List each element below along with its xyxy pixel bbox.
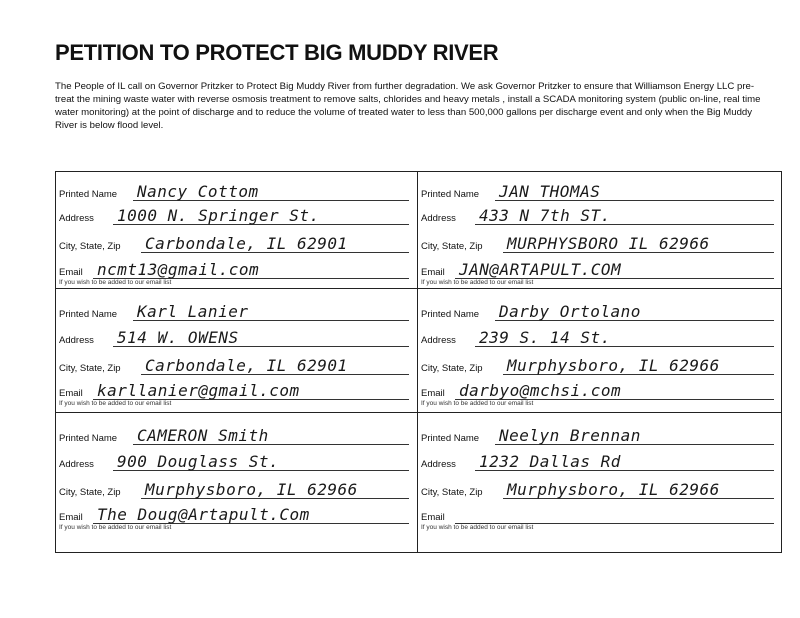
signature-entry [55, 171, 417, 287]
address-row [421, 325, 774, 349]
email-list-note: If you wish to be added to our email list [421, 524, 534, 531]
address-label: Address [421, 213, 456, 224]
city-row [59, 231, 409, 255]
email-row [59, 502, 409, 526]
email-list-note: If you wish to be added to our email list [59, 524, 172, 531]
city-label: City, State, Zip [421, 363, 483, 374]
address-label: Address [421, 459, 456, 470]
signer-address: 239 S. 14 St. [479, 328, 611, 347]
email-label: Email [421, 267, 445, 278]
signature-entry [55, 411, 417, 553]
signature-entry [417, 411, 782, 553]
signer-name: Karl Lanier [137, 302, 249, 321]
page-title: PETITION TO PROTECT BIG MUDDY RIVER [55, 40, 499, 65]
name-row [421, 299, 774, 323]
signer-city: Murphysboro, IL 62966 [507, 480, 720, 499]
signer-email: The Doug@Artapult.Com [97, 505, 310, 524]
signer-city: Murphysboro, IL 62966 [145, 480, 358, 499]
signer-address: 433 N 7th ST. [479, 206, 611, 225]
signer-city: Murphysboro, IL 62966 [507, 356, 720, 375]
signer-name: CAMERON Smith [137, 426, 269, 445]
signer-email: ncmt13@gmail.com [97, 260, 260, 279]
email-row [59, 257, 409, 281]
signer-name: Neelyn Brennan [499, 426, 641, 445]
address-label: Address [59, 459, 94, 470]
petition-intro: The People of IL call on Governor Pritzker to Protect Big Muddy River from further degradation. We ask Governor Pritzker to ensure that Williamson Energy LLC pre- treat the mining waste water with reverse osmosis treatment to remove salts, chlorides and heavy metals , install a SCADA monitoring system (public on-line, real time water monitoring) at the point of discharge and to reduce the volume of treated water to less than 500,000 gallons per discharge event and only when the Big Muddy River is below flood level. [55, 81, 761, 131]
address-label: Address [421, 335, 456, 346]
address-row [59, 203, 409, 227]
address-label: Address [59, 213, 94, 224]
name-label: Printed Name [421, 433, 480, 444]
email-list-note: If you wish to be added to our email list [421, 400, 534, 407]
email-label: Email [59, 388, 83, 399]
email-list-note: If you wish to be added to our email list [421, 279, 534, 286]
email-label: Email [421, 512, 445, 523]
signer-address: 1000 N. Springer St. [117, 206, 320, 225]
email-row [421, 502, 774, 526]
email-list-note: If you wish to be added to our email list [59, 400, 172, 407]
signer-address: 900 Douglass St. [117, 452, 280, 471]
city-row [421, 231, 774, 255]
signer-name: Nancy Cottom [137, 182, 259, 201]
address-row [59, 325, 409, 349]
name-label: Printed Name [59, 433, 118, 444]
signer-address: 514 W. OWENS [117, 328, 239, 347]
email-row [421, 378, 774, 402]
email-label: Email [421, 388, 445, 399]
signer-name: JAN THOMAS [499, 182, 601, 201]
name-row [59, 299, 409, 323]
signer-city: MURPHYSBORO IL 62966 [507, 234, 710, 253]
email-label: Email [59, 267, 83, 278]
city-label: City, State, Zip [59, 487, 121, 498]
signature-entry [417, 171, 782, 287]
city-label: City, State, Zip [59, 363, 121, 374]
city-label: City, State, Zip [421, 241, 483, 252]
signature-entry [417, 287, 782, 411]
email-label: Email [59, 512, 83, 523]
city-row [421, 477, 774, 501]
name-row [421, 179, 774, 203]
name-label: Printed Name [421, 189, 480, 200]
name-label: Printed Name [421, 309, 480, 320]
signer-email: JAN@ARTAPULT.COM [459, 260, 622, 279]
signer-email: karllanier@gmail.com [97, 381, 300, 400]
name-label: Printed Name [59, 309, 118, 320]
name-row [59, 423, 409, 447]
city-row [59, 353, 409, 377]
city-row [59, 477, 409, 501]
name-row [421, 423, 774, 447]
email-row [59, 378, 409, 402]
address-row [59, 449, 409, 473]
signer-email: darbyo@mchsi.com [459, 381, 622, 400]
email-row [421, 257, 774, 281]
signer-city: Carbondale, IL 62901 [145, 356, 348, 375]
name-label: Printed Name [59, 189, 118, 200]
signature-entry [55, 287, 417, 411]
address-label: Address [59, 335, 94, 346]
name-row [59, 179, 409, 203]
address-row [421, 449, 774, 473]
email-list-note: If you wish to be added to our email list [59, 279, 172, 286]
signer-name: Darby Ortolano [499, 302, 641, 321]
address-row [421, 203, 774, 227]
city-label: City, State, Zip [59, 241, 121, 252]
signer-city: Carbondale, IL 62901 [145, 234, 348, 253]
city-row [421, 353, 774, 377]
city-label: City, State, Zip [421, 487, 483, 498]
signer-address: 1232 Dallas Rd [479, 452, 621, 471]
